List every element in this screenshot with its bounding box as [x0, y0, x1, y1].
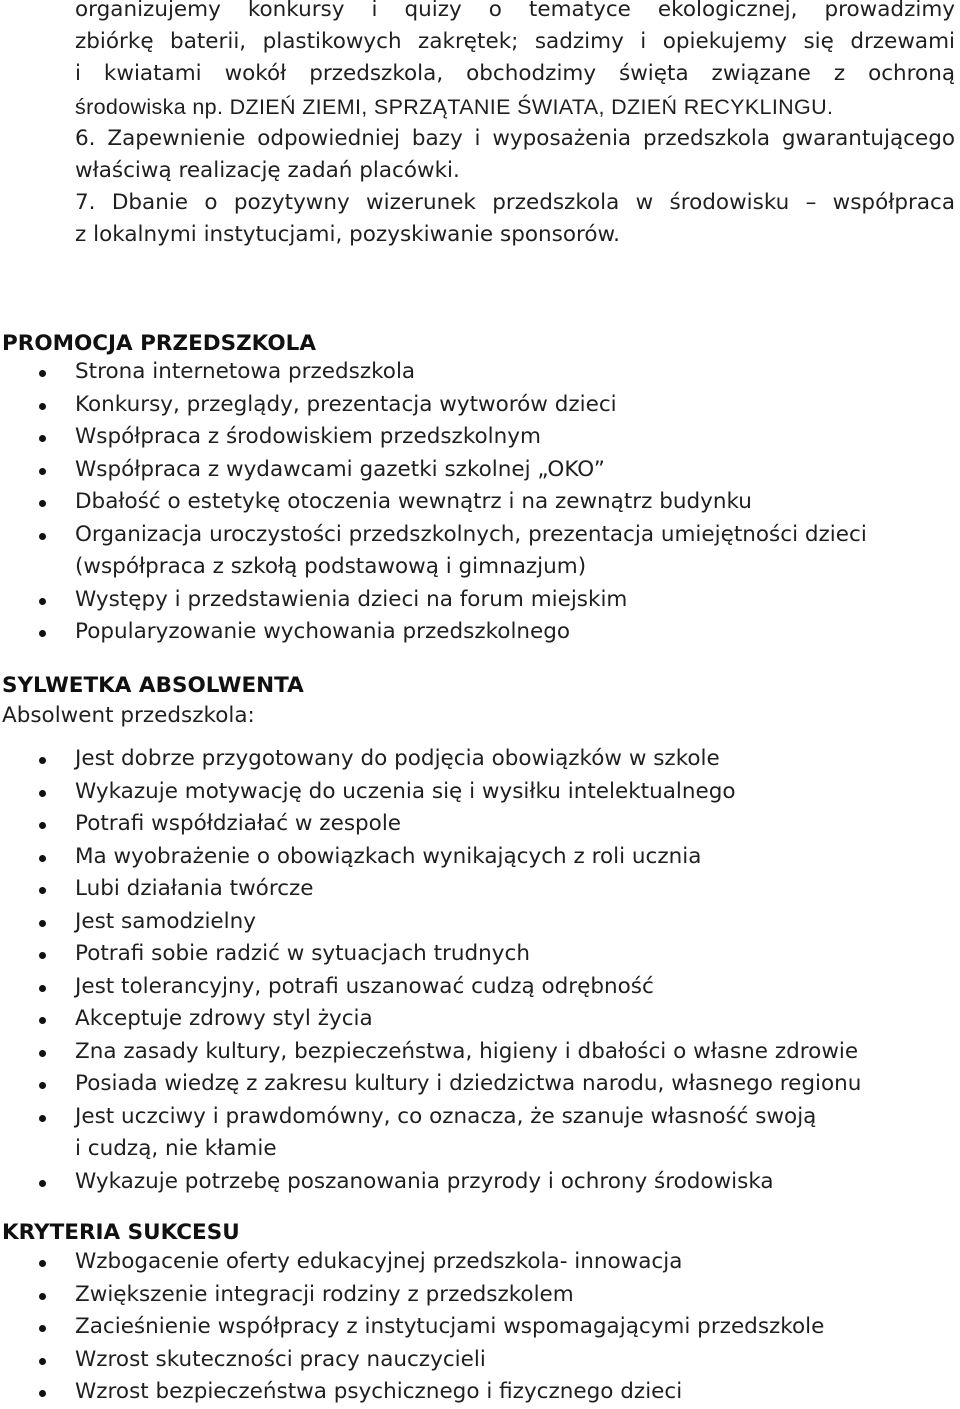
- list-item: Potrafi sobie radzić w sytuacjach trudnych: [0, 938, 950, 971]
- intro-line-2: zbiórkę baterii, plastikowych zakrętek; sadzimy i opiekujemy się drzewami: [75, 29, 955, 55]
- sylwetka-subtitle: Absolwent przedszkola:: [2, 703, 255, 728]
- list-item: Wykazuje potrzebę poszanowania przyrody i ochrony środowiska: [0, 1166, 950, 1199]
- sylwetka-list: [0, 743, 950, 1198]
- list-item: Konkursy, przeglądy, prezentacja wytworów dzieci: [0, 389, 950, 422]
- intro-line-3: i kwiatami wokół przedszkola, obchodzimy święta związane z ochroną: [75, 61, 955, 87]
- list-item: Strona internetowa przedszkola: [0, 356, 950, 389]
- list-item: Jest dobrze przygotowany do podjęcia obowiązków w szkole: [0, 743, 950, 776]
- intro-line-4: środowiska np. DZIEŃ ZIEMI, SPRZĄTANIE ŚWIATA, DZIEŃ RECYKLINGU.: [75, 94, 834, 119]
- list-item: Współpraca z środowiskiem przedszkolnym: [0, 421, 950, 454]
- item-6-line-2: właściwą realizację zadań placówki.: [75, 158, 460, 184]
- list-item: Akceptuje zdrowy styl życia: [0, 1003, 950, 1036]
- list-item: Występy i przedstawienia dzieci na forum miejskim: [0, 584, 950, 617]
- list-item: Wzrost bezpieczeństwa psychicznego i fizycznego dzieci: [0, 1376, 950, 1409]
- list-item: Zwiększenie integracji rodziny z przedszkolem: [0, 1279, 950, 1312]
- intro-paragraphs: [75, 0, 955, 252]
- list-item: Jest samodzielny: [0, 906, 950, 939]
- list-item: Współpraca z wydawcami gazetki szkolnej „OKO”: [0, 454, 950, 487]
- list-item: Zna zasady kultury, bezpieczeństwa, higieny i dbałości o własne zdrowie: [0, 1036, 950, 1069]
- intro-line-1: organizujemy konkursy i quizy o tematyce ekologicznej, prowadzimy: [75, 0, 955, 22]
- list-item: Posiada wiedzę z zakresu kultury i dziedzictwa narodu, własnego regionu: [0, 1068, 950, 1101]
- list-item: Lubi działania twórcze: [0, 873, 950, 906]
- list-item-continuation: (współpraca z szkołą podstawową i gimnazjum): [75, 554, 587, 579]
- kryteria-list: [0, 1246, 950, 1409]
- list-item: Popularyzowanie wychowania przedszkolnego: [0, 616, 950, 649]
- list-item: Organizacja uroczystości przedszkolnych, prezentacja umiejętności dzieci: [0, 519, 950, 552]
- list-item: Ma wyobrażenie o obowiązkach wynikających z roli ucznia: [0, 841, 950, 874]
- list-item: Potrafi współdziałać w zespole: [0, 808, 950, 841]
- item-7-line-2: z lokalnymi instytucjami, pozyskiwanie sponsorów.: [75, 222, 620, 248]
- item-6-line-1: 6. Zapewnienie odpowiedniej bazy i wyposażenia przedszkola gwarantującego: [75, 125, 955, 151]
- list-item: Wykazuje motywację do uczenia się i wysiłku intelektualnego: [0, 776, 950, 809]
- item-7-line-1: 7. Dbanie o pozytywny wizerunek przedszkola w środowisku – współpraca: [75, 190, 955, 216]
- list-item: Wzbogacenie oferty edukacyjnej przedszkola- innowacja: [0, 1246, 950, 1279]
- list-item: Jest uczciwy i prawdomówny, co oznacza, że szanuje własność swoją: [0, 1101, 950, 1134]
- list-item: Jest tolerancyjny, potrafi uszanować cudzą odrębność: [0, 971, 950, 1004]
- list-item: Wzrost skuteczności pracy nauczycieli: [0, 1344, 950, 1377]
- promocja-heading: PROMOCJA PRZEDSZKOLA: [2, 331, 316, 356]
- list-item: Zacieśnienie współpracy z instytucjami wspomagającymi przedszkole: [0, 1311, 950, 1344]
- kryteria-heading: KRYTERIA SUKCESU: [2, 1220, 240, 1245]
- sylwetka-heading: SYLWETKA ABSOLWENTA: [2, 673, 304, 698]
- promocja-list: [0, 356, 950, 649]
- list-item: Dbałość o estetykę otoczenia wewnątrz i na zewnątrz budynku: [0, 486, 950, 519]
- list-item-continuation: i cudzą, nie kłamie: [75, 1136, 277, 1161]
